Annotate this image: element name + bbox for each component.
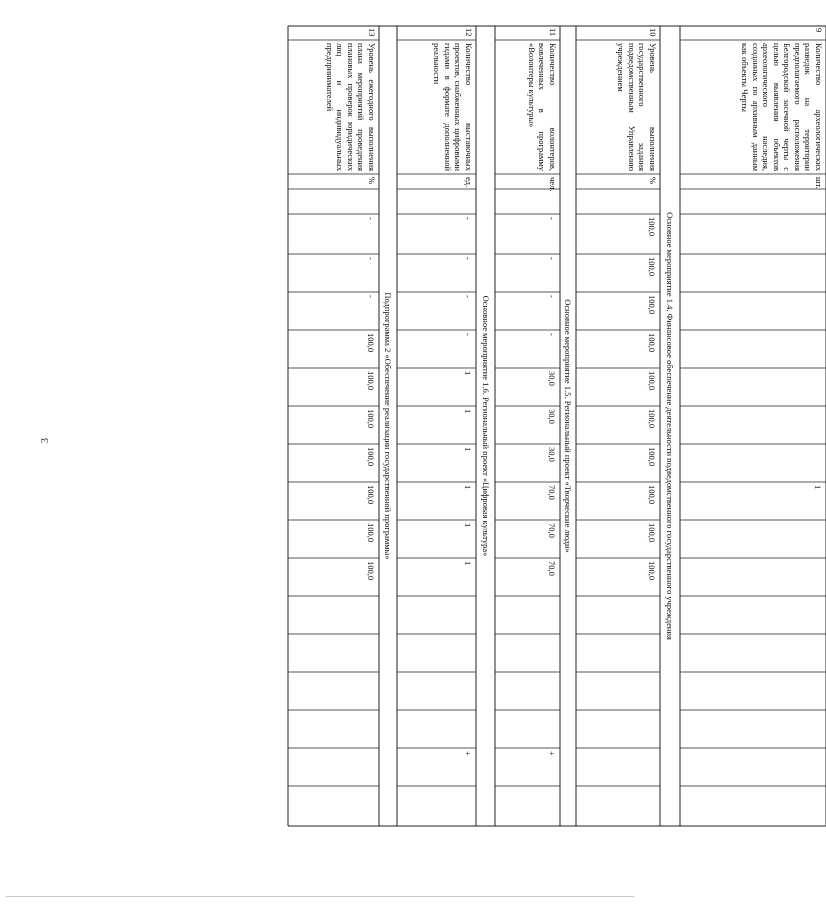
value-cell: 1 — [463, 371, 473, 376]
indicator-unit: % — [648, 177, 658, 185]
value-cell — [811, 330, 823, 368]
value-cell: 1 — [463, 409, 473, 414]
value-cell: - — [547, 217, 557, 220]
value-cell: 30,0 — [547, 409, 557, 424]
value-cell: - — [463, 295, 473, 298]
value-cell: 70,0 — [547, 485, 557, 500]
value-cell — [811, 444, 823, 482]
indicator-unit: % — [367, 177, 377, 185]
row-number: 9 — [814, 28, 824, 33]
value-cell: 100,0 — [366, 561, 376, 581]
value-cell — [461, 710, 473, 748]
value-cell — [811, 710, 823, 748]
value-cell — [364, 710, 376, 748]
value-cell: 1 — [463, 447, 473, 452]
indicator-unit: чел. — [548, 177, 558, 192]
section-banner: Основное мероприятие 1.4. Финансовое обеспечение деятельности подведомственного государственного учреждения — [665, 212, 676, 640]
value-cell — [811, 596, 823, 634]
value-cell: - — [366, 217, 376, 220]
value-cell: - — [547, 333, 557, 336]
value-cell — [645, 596, 657, 634]
value-cell: + — [547, 751, 557, 756]
value-cell — [645, 710, 657, 748]
indicator-name: Уровень выполнения государственного задания подведомственным Управлению учреждением — [616, 43, 658, 171]
value-cell — [461, 672, 473, 710]
value-cell — [364, 786, 376, 826]
row-number: 10 — [648, 28, 658, 37]
value-cell — [645, 786, 657, 826]
value-cell — [364, 672, 376, 710]
value-cell: - — [366, 257, 376, 260]
value-cell: - — [366, 295, 376, 298]
value-cell: 1 — [463, 523, 473, 528]
indicator-unit: ед. — [464, 177, 474, 188]
value-cell: 1 — [463, 561, 473, 566]
value-cell — [364, 634, 376, 672]
value-cell: 70,0 — [547, 523, 557, 538]
value-cell: 100,0 — [366, 485, 376, 505]
section-banner: Подпрограмма 2 «Обеспечение реализации государственной программы» — [383, 292, 394, 560]
value-cell: 1 — [463, 485, 473, 490]
value-cell: 100,0 — [647, 561, 657, 581]
value-cell — [811, 406, 823, 444]
value-cell: 100,0 — [366, 447, 376, 467]
value-cell: 100,0 — [647, 409, 657, 429]
value-cell: - — [463, 257, 473, 260]
value-cell — [811, 254, 823, 292]
value-cell — [811, 214, 823, 254]
value-cell: 100,0 — [366, 523, 376, 543]
value-cell: - — [463, 333, 473, 336]
value-cell: 30,0 — [547, 447, 557, 462]
value-cell: 100,0 — [647, 485, 657, 505]
value-cell: 100,0 — [647, 333, 657, 353]
section-banner: Основное мероприятие 1.6. Региональный проект «Цифровая культура» — [481, 295, 491, 557]
value-cell: - — [547, 257, 557, 260]
value-cell — [545, 786, 557, 826]
value-cell — [645, 748, 657, 786]
value-cell: - — [547, 295, 557, 298]
value-cell: 30,0 — [547, 371, 557, 386]
value-cell — [545, 596, 557, 634]
value-cell: 100,0 — [647, 257, 657, 277]
indicator-name: Количество археологических разведок на территории предполагаемого расположения Белгородской засечной черты с целью выявления объектов археологического наследия, созданных по архивным данным как объекты Черты — [740, 43, 824, 171]
value-cell — [645, 634, 657, 672]
value-cell — [645, 672, 657, 710]
value-cell — [545, 634, 557, 672]
value-cell — [811, 520, 823, 558]
value-cell — [811, 672, 823, 710]
indicator-name: Количество волонтеров, вовлеченных в программу «Волонтеры культуры» — [527, 43, 558, 171]
value-cell — [461, 596, 473, 634]
indicator-name: Уровень ежегодного выполнения плана мероприятий проведения плановых проверок юридических лиц и индивидуальных предпринимателей — [325, 43, 377, 171]
value-cell — [811, 558, 823, 596]
value-cell — [461, 786, 473, 826]
row-number: 13 — [367, 28, 377, 37]
value-cell: 100,0 — [647, 523, 657, 543]
value-cell: 1 — [813, 485, 823, 490]
value-cell — [811, 786, 823, 826]
section-banner: Основное мероприятие 1.5. Региональный проект «Творческие люди» — [563, 299, 574, 553]
indicator-table — [288, 26, 826, 826]
value-cell: + — [463, 751, 473, 756]
value-cell — [364, 596, 376, 634]
value-cell: 100,0 — [647, 447, 657, 467]
value-cell — [545, 672, 557, 710]
value-cell — [811, 748, 823, 786]
row-number: 11 — [548, 28, 558, 37]
value-cell: 100,0 — [647, 217, 657, 237]
indicator-name: Количество выставочных проектов, снабженных цифровыми гидами в формате дополненной реальности — [432, 43, 474, 171]
row-number: 12 — [464, 28, 474, 37]
value-cell: 70,0 — [547, 561, 557, 576]
value-cell: 100,0 — [366, 333, 376, 353]
indicator-unit: шт. — [814, 177, 824, 189]
scan-edge-line — [6, 896, 634, 897]
value-cell: 100,0 — [366, 409, 376, 429]
value-cell: 100,0 — [647, 295, 657, 315]
value-cell: 100,0 — [366, 371, 376, 391]
value-cell — [545, 710, 557, 748]
value-cell — [461, 634, 473, 672]
value-cell: - — [463, 217, 473, 220]
value-cell — [811, 368, 823, 406]
value-cell: 100,0 — [647, 371, 657, 391]
value-cell — [811, 634, 823, 672]
value-cell — [364, 748, 376, 786]
page-number: 3 — [40, 438, 51, 443]
value-cell — [811, 292, 823, 330]
